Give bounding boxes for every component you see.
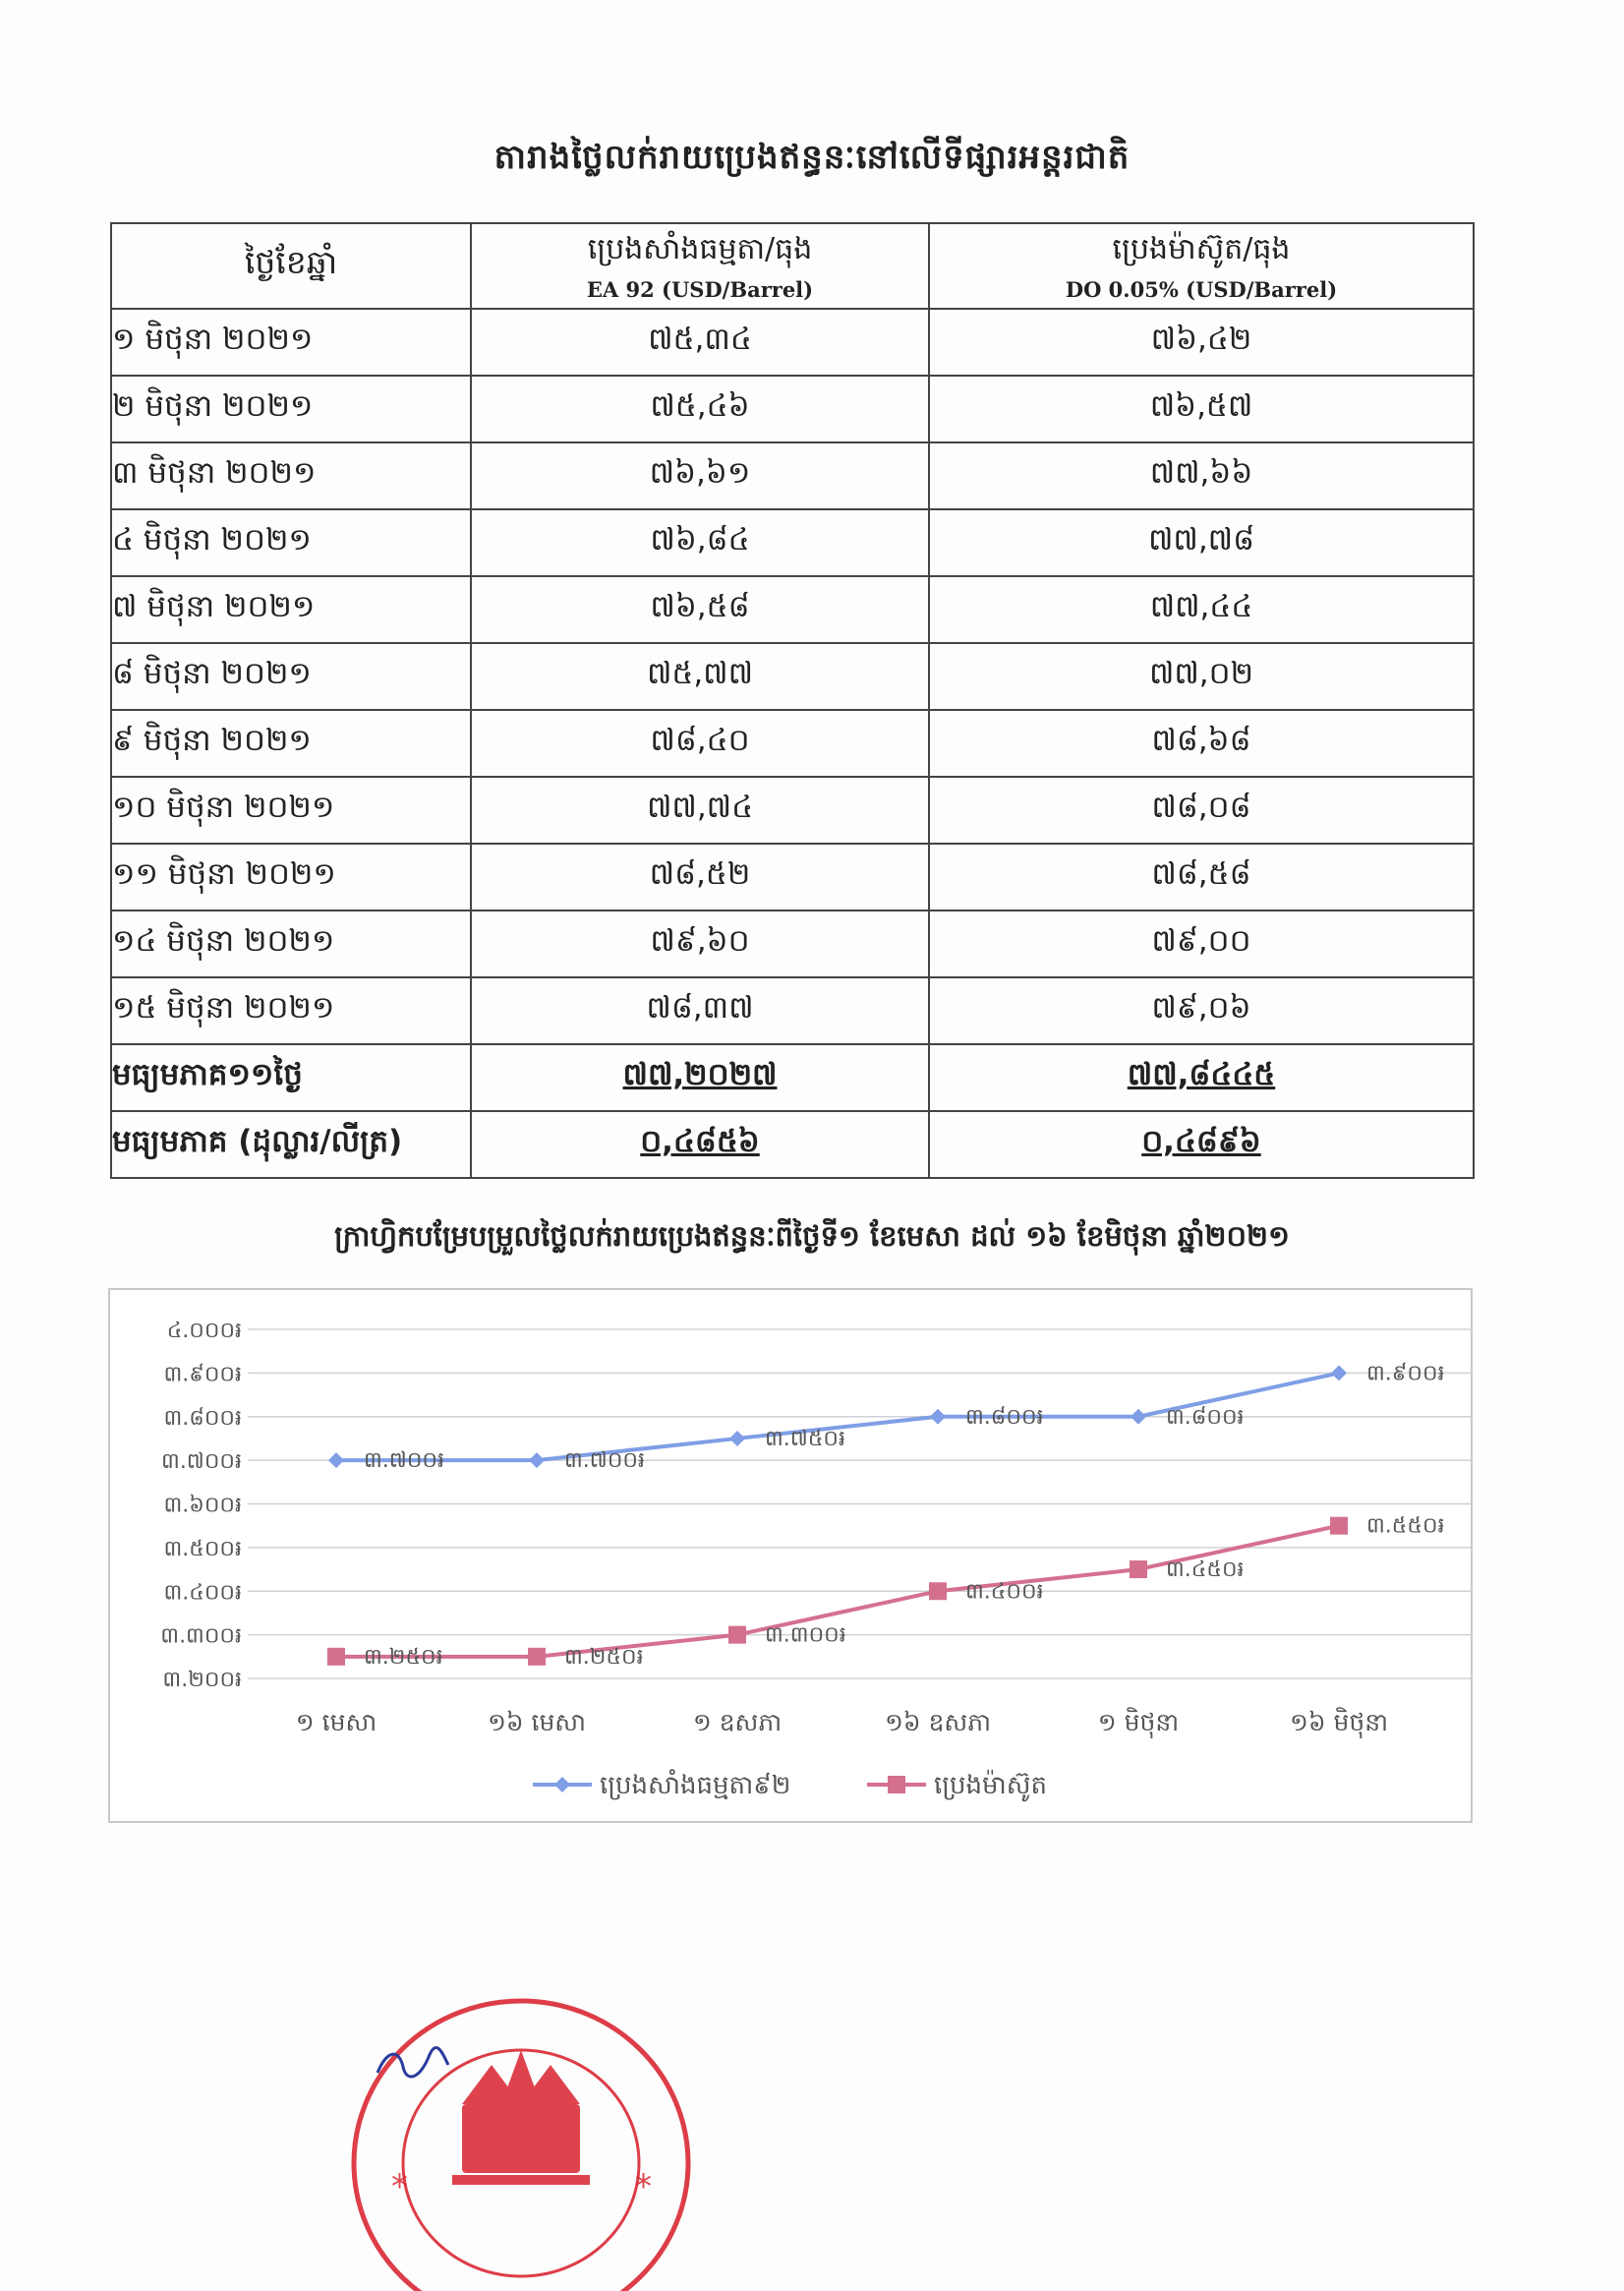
summary-gasoline-value: ៧៧,២០២៧: [471, 1044, 929, 1111]
x-tick-label: ១៦ ឧសភា: [884, 1708, 992, 1736]
legend-marker: [888, 1776, 905, 1793]
header-diesel: [929, 223, 1474, 309]
table-row: [111, 442, 1474, 509]
data-point: [728, 1626, 746, 1644]
legend-label: ប្រេងសាំងធម្មតា៩២: [600, 1771, 791, 1800]
data-label: ៣.៧០០៛: [564, 1448, 645, 1474]
price-chart-svg: [110, 1290, 1471, 1821]
row-gasoline-price: ៧៥,៤៦: [471, 376, 929, 442]
header-diesel-unit: DO 0.05% (USD/Barrel): [1065, 277, 1338, 302]
data-label: ៣.៥៥០៛: [1366, 1513, 1445, 1539]
header-diesel-label: ប្រេងម៉ាស៊ូត/ធុង: [1112, 232, 1291, 266]
row-date: ១៥ មិថុនា ២០២១: [111, 977, 471, 1044]
table-row: [111, 710, 1474, 777]
row-diesel-price: ៧៨,៥៨: [929, 844, 1474, 911]
table-row: [111, 576, 1474, 643]
row-date: ១១ មិថុនា ២០២១: [111, 844, 471, 911]
data-label: ៣.៨០០៛: [1166, 1404, 1245, 1430]
row-date: ១ មិថុនា ២០២១: [111, 309, 471, 376]
data-label: ៣.៩០០៛: [1366, 1361, 1445, 1386]
x-tick-label: ១ មេសា: [295, 1708, 377, 1736]
summary-gasoline-value: ០,៤៨៥៦: [471, 1111, 929, 1178]
x-tick-label: ១ មិថុនា: [1097, 1708, 1180, 1736]
table-row: [111, 376, 1474, 442]
table-row: [111, 309, 1474, 376]
data-point: [1330, 1517, 1348, 1535]
data-point: [1331, 1365, 1347, 1380]
row-diesel-price: ៧៩,០០: [929, 911, 1474, 977]
data-label: ៣.៤០០៛: [965, 1579, 1044, 1605]
summary-label: មធ្យមភាគ (ដុល្លារ/លីត្រ): [111, 1111, 471, 1178]
svg-text:*: *: [391, 2167, 408, 2206]
row-diesel-price: ៧៦,៤២: [929, 309, 1474, 376]
x-tick-label: ១ ឧសភា: [692, 1708, 783, 1736]
row-gasoline-price: ៧៨,៣៧: [471, 977, 929, 1044]
y-tick-label: ៣.៤០០៛: [163, 1580, 242, 1606]
row-date: ១០ មិថុនា ២០២១: [111, 777, 471, 844]
row-diesel-price: ៧៧,០២: [929, 643, 1474, 710]
svg-text:*: *: [635, 2167, 652, 2206]
data-point: [729, 1431, 745, 1446]
y-tick-label: ៣.៩០០៛: [163, 1362, 242, 1387]
row-date: ៨ មិថុនា ២០២១: [111, 643, 471, 710]
summary-label: មធ្យមភាគ១១ថ្ងៃ: [111, 1044, 471, 1111]
signature: [374, 2043, 452, 2083]
row-date: ២ មិថុនា ២០២១: [111, 376, 471, 442]
data-label: ៣.៧៥០៛: [765, 1426, 845, 1451]
row-diesel-price: ៧៧,៧៨: [929, 509, 1474, 576]
summary-row: [111, 1044, 1474, 1111]
fuel-price-table: [110, 222, 1475, 1179]
x-tick-label: ១៦ មិថុនា: [1289, 1708, 1389, 1736]
row-date: ៣ មិថុនា ២០២១: [111, 442, 471, 509]
summary-diesel-value: ០,៤៨៩៦: [929, 1111, 1474, 1178]
row-gasoline-price: ៧៦,៦១: [471, 442, 929, 509]
table-row: [111, 509, 1474, 576]
data-point: [528, 1648, 546, 1666]
header-date: ថ្ងៃខែឆ្នាំ: [111, 223, 471, 309]
header-gasoline-label: ប្រេងសាំងធម្មតា/ធុង: [587, 232, 813, 266]
data-point: [1131, 1409, 1146, 1425]
price-chart: [108, 1288, 1473, 1823]
row-gasoline-price: ៧៥,៧៧: [471, 643, 929, 710]
data-label: ៣.៨០០៛: [965, 1404, 1044, 1430]
row-date: ១៤ មិថុនា ២០២១: [111, 911, 471, 977]
table-row: [111, 977, 1474, 1044]
row-gasoline-price: ៧៧,៧៤: [471, 777, 929, 844]
row-date: ៧ មិថុនា ២០២១: [111, 576, 471, 643]
row-date: ៤ មិថុនា ២០២១: [111, 509, 471, 576]
document-title: តារាងថ្លៃលក់រាយប្រេងឥន្ធនៈនៅលើទីផ្សារអន្តរជាតិ: [493, 138, 1131, 177]
legend-label: ប្រេងម៉ាស៊ូត: [934, 1771, 1048, 1800]
table-row: [111, 911, 1474, 977]
row-diesel-price: ៧៧,៤៤: [929, 576, 1474, 643]
row-gasoline-price: ៧៨,៥២: [471, 844, 929, 911]
y-tick-label: ៣.៥០០៛: [163, 1536, 242, 1561]
row-diesel-price: ៧៨,០៨: [929, 777, 1474, 844]
row-gasoline-price: ៧៦,៨៤: [471, 509, 929, 576]
x-tick-label: ១៦ មេសា: [487, 1708, 587, 1736]
legend-marker: [554, 1777, 570, 1792]
row-diesel-price: ៧៨,៦៨: [929, 710, 1474, 777]
data-label: ៣.២៥០៛: [364, 1644, 443, 1670]
header-gasoline: [471, 223, 929, 309]
data-label: ៣.៣០០៛: [765, 1622, 846, 1648]
table-row: [111, 777, 1474, 844]
row-diesel-price: ៧៩,០៦: [929, 977, 1474, 1044]
header-gasoline-unit: EA 92 (USD/Barrel): [586, 277, 814, 302]
row-diesel-price: ៧៧,៦៦: [929, 442, 1474, 509]
data-point: [930, 1409, 946, 1425]
row-date: ៩ មិថុនា ២០២១: [111, 710, 471, 777]
row-gasoline-price: ៧៦,៥៨: [471, 576, 929, 643]
ministry-seal: [344, 1996, 698, 2291]
data-point: [529, 1452, 545, 1468]
table-body: [111, 309, 1474, 1178]
data-point: [929, 1582, 947, 1600]
y-tick-label: ៣.៣០០៛: [160, 1623, 242, 1649]
data-point: [327, 1648, 345, 1666]
y-tick-label: ៣.៨០០៛: [163, 1405, 242, 1431]
row-gasoline-price: ៧៨,៤០: [471, 710, 929, 777]
summary-row: [111, 1111, 1474, 1178]
data-point: [1130, 1560, 1147, 1578]
y-tick-label: ៣.២០០៛: [162, 1668, 242, 1692]
y-tick-label: ៣.៦០០៛: [163, 1493, 242, 1518]
y-tick-label: ៣.៧០០៛: [161, 1449, 242, 1475]
summary-diesel-value: ៧៧,៨៤៤៥: [929, 1044, 1474, 1111]
row-diesel-price: ៧៦,៥៧: [929, 376, 1474, 442]
data-label: ៣.២៥០៛: [564, 1644, 644, 1670]
data-point: [328, 1452, 344, 1468]
table-row: [111, 844, 1474, 911]
table-header-row: [111, 223, 1474, 309]
y-tick-label: ៤.០០០៛: [166, 1319, 242, 1343]
table-row: [111, 643, 1474, 710]
data-label: ៣.៧០០៛: [364, 1448, 444, 1474]
row-gasoline-price: ៧៩,៦០: [471, 911, 929, 977]
data-label: ៣.៤៥០៛: [1166, 1557, 1245, 1583]
chart-title: ក្រាហ្វិកបម្រែបម្រួលថ្លៃលក់រាយប្រេងឥន្ធនៈពីថ្ងៃទី១ ខែមេសា ដល់ ១៦ ខែមិថុនា ឆ្នាំ២០២១: [334, 1219, 1290, 1253]
row-gasoline-price: ៧៥,៣៤: [471, 309, 929, 376]
